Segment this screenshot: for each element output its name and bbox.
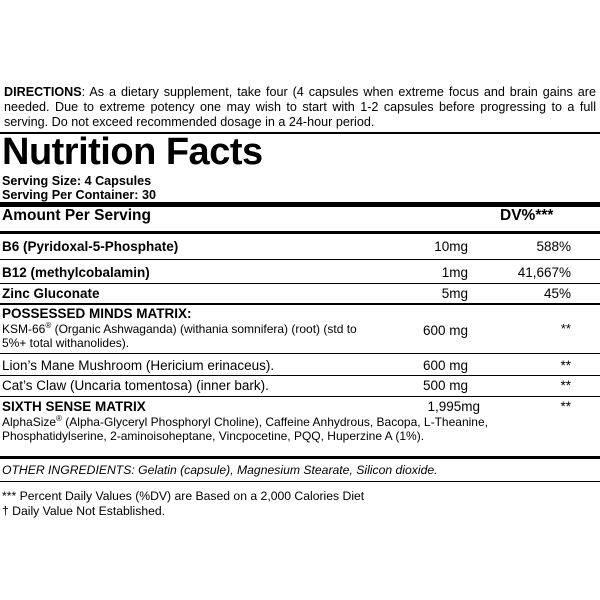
directions-paragraph: [4, 85, 596, 130]
row-divider: [0, 283, 600, 284]
cats-claw-amount: 500 mg: [422, 378, 468, 393]
cats-claw-dv: **: [560, 378, 571, 393]
amount-per-serving-header: [2, 206, 598, 226]
nutrient-name: B12 (methylcobalamin): [2, 265, 150, 280]
ksm66-dv: **: [560, 321, 571, 336]
footnote-percent-dv: *** Percent Daily Values (%DV) are Based on a 2,000 Calories Diet: [2, 489, 365, 503]
sixth-sense-ingredients: AlphaSize® (Alpha-Glyceryl Phosphoryl Choline), Caffeine Anhydrous, Bacopa, L-Theanine, Phosphatidylserine, 2-aminoisoheptane, Vincpocetine, PQQ, Huperzine A (1%).: [2, 414, 488, 443]
ksm66-amount: 600 mg: [422, 323, 468, 338]
footer-rule: [0, 481, 600, 482]
nutrient-name: B6 (Pyridoxal-5-Phosphate): [2, 239, 179, 254]
header-rule: [0, 231, 600, 234]
row-divider: [0, 259, 600, 260]
supplement-label: DIRECTIONS: As a dietary supplement, take four (4 capsules when extreme focus and brain gains are needed. Due to extreme potency one may wish to start with 1-2 capsules before progressing to a full serving. Do not exceed recommended dosage in a 24-hour period. Nutrition Facts Serving Size: 4 Capsules Serving Per Container: 30 Amount Per Serving DV%*** B6 (Pyridoxal-5-Phosphate) 10mg 588% B12 (methylcobalamin) 1mg 41,667% Zinc Gluconate 5mg 45% POSSESSED MINDS MATRIX: KSM-66® (Organic Ashwaganda) (withania somnifera) (root) (std to 5%+ total withanolides). 600 mg ** Lion’s Mane Mushroom (Hericium erinaceus). 600 mg ** Cat’s Claw (Uncaria tomentosa) (inner bark). 500 mg ** SIXTH SENSE MATRIX 1,995mg ** AlphaSize® (Alpha-Glyceryl Phosphoryl Choline), Caffeine Anhydrous, Bacopa, L-Theanine, Phosphatidylserine, 2-aminoisoheptane, Vincpocetine, PQQ, Huperzine A (1%). OTHER INGREDIENTS: Gelatin (capsule), Magnesium Stearate, Silicon dioxide. *** Percent Daily Values (%DV) are Based on a 2,000 Calories Diet † Daily Value Not Established.: [0, 0, 600, 600]
amount-per-serving-label: Amount Per Serving: [2, 207, 151, 224]
nutrient-dv: 588%: [536, 239, 571, 254]
serving-per-container: Serving Per Container: 30: [2, 188, 156, 202]
nutrient-amount: 10mg: [434, 239, 468, 254]
serving-size: Serving Size: 4 Capsules: [2, 174, 152, 188]
nutrient-amount: 1mg: [441, 265, 468, 280]
lions-mane-name: Lion’s Mane Mushroom (Hericium erinaceus).: [2, 358, 275, 373]
lions-mane-amount: 600 mg: [422, 358, 468, 373]
other-ingredients: OTHER INGREDIENTS: Gelatin (capsule), Magnesium Stearate, Silicon dioxide.: [2, 463, 438, 477]
row-divider: [0, 375, 600, 376]
sixth-sense-dv: **: [560, 399, 571, 414]
sixth-sense-title: SIXTH SENSE MATRIX: [2, 399, 146, 414]
sixth-sense-amount: 1,995mg: [427, 399, 480, 414]
footnote-dagger: † Daily Value Not Established.: [2, 504, 166, 518]
directions-label: DIRECTIONS: [4, 85, 82, 99]
directions-text: : As a dietary supplement, take four (4 capsules when extreme focus and brain gains are needed. Due to extreme potency one may wish to start with 1-2 capsules before progressing to a full serving. Do not exceed recommended dosage in a 24-hour period.: [4, 85, 596, 129]
other-rule: [0, 456, 600, 459]
row-divider: [0, 396, 600, 397]
dv-header: DV%***: [500, 207, 554, 224]
nutrient-dv: 45%: [543, 286, 571, 301]
cats-claw-name: Cat’s Claw (Uncaria tomentosa) (inner bark).: [2, 378, 269, 393]
nutrient-name: Zinc Gluconate: [2, 286, 100, 301]
ksm66-row: [2, 322, 598, 352]
lions-mane-dv: **: [560, 358, 571, 373]
nutrition-facts-title: Nutrition Facts: [2, 131, 263, 173]
nutrient-amount: 5mg: [441, 286, 468, 301]
nutrient-dv: 41,667%: [517, 265, 571, 280]
row-divider: [0, 353, 600, 354]
ksm66-name: KSM-66® (Organic Ashwaganda) (withania somnifera) (root) (std to 5%+ total withanolides).: [2, 321, 357, 350]
